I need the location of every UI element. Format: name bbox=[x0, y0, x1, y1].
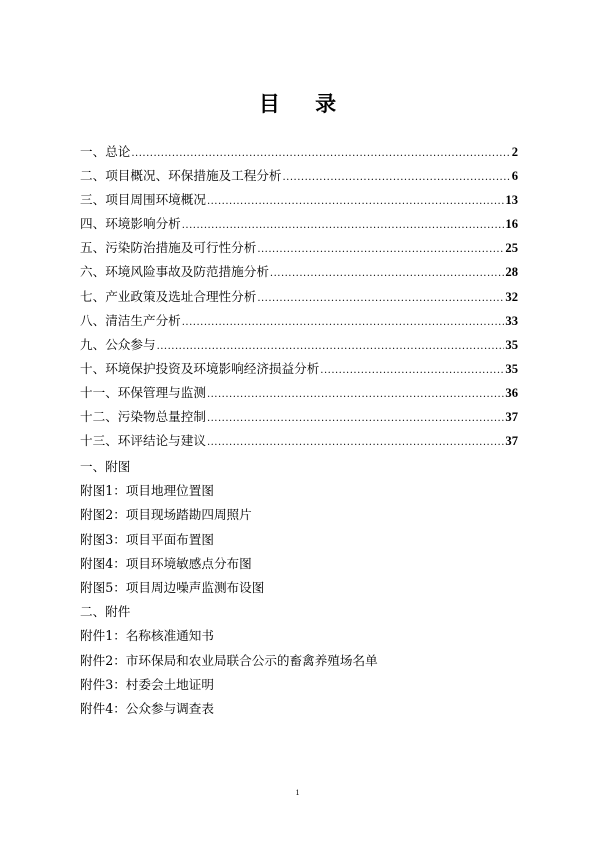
toc-entry-label: 六、环境风险事故及防范措施分析 bbox=[80, 264, 269, 280]
toc-entry-label: 二、项目概况、环保措施及工程分析 bbox=[80, 168, 282, 184]
attachment-item: 附件3：村委会土地证明 bbox=[80, 676, 214, 692]
toc-entry-page: 6 bbox=[511, 169, 518, 184]
toc-entry-label: 十二、污染物总量控制 bbox=[80, 409, 206, 425]
toc-entry-page: 37 bbox=[505, 410, 518, 425]
toc-entry[interactable] bbox=[80, 405, 518, 429]
toc-entry[interactable] bbox=[80, 357, 518, 381]
toc-entry[interactable] bbox=[80, 429, 518, 453]
figure-item: 附图5：项目周边噪声监测布设图 bbox=[80, 579, 265, 595]
toc-leader-dots bbox=[270, 262, 505, 286]
toc-leader-dots bbox=[182, 311, 505, 335]
table-of-contents bbox=[80, 140, 518, 453]
toc-entry-page: 36 bbox=[505, 385, 518, 400]
toc-entry[interactable] bbox=[80, 309, 518, 333]
toc-entry-page: 13 bbox=[505, 193, 518, 208]
page-number: 1 bbox=[295, 788, 300, 797]
toc-entry[interactable] bbox=[80, 236, 518, 260]
toc-leader-dots bbox=[131, 142, 510, 166]
toc-entry-label: 三、项目周围环境概况 bbox=[80, 192, 206, 208]
attachment-item: 附件2：市环保局和农业局联合公示的畜禽养殖场名单 bbox=[80, 652, 378, 668]
attachments-heading: 二、附件 bbox=[80, 604, 131, 620]
toc-entry-page: 16 bbox=[505, 217, 518, 232]
toc-entry-page: 2 bbox=[511, 145, 518, 159]
toc-entry-page: 28 bbox=[505, 265, 518, 280]
toc-entry-label: 四、环境影响分析 bbox=[80, 216, 181, 232]
toc-entry-page: 35 bbox=[505, 361, 518, 376]
toc-entry[interactable] bbox=[80, 381, 518, 405]
toc-entry[interactable] bbox=[80, 333, 518, 357]
toc-leader-dots bbox=[257, 287, 504, 311]
figure-item: 附图3：项目平面布置图 bbox=[80, 531, 214, 547]
toc-entry[interactable] bbox=[80, 212, 518, 236]
toc-entry-label: 五、污染防治措施及可行性分析 bbox=[80, 240, 257, 256]
attachment-item: 附件4：公众参与调查表 bbox=[80, 700, 214, 716]
toc-entry-label: 七、产业政策及选址合理性分析 bbox=[80, 288, 257, 304]
figure-item: 附图4：项目环境敏感点分布图 bbox=[80, 555, 252, 571]
toc-leader-dots bbox=[207, 407, 504, 431]
toc-leader-dots bbox=[320, 359, 504, 383]
toc-leader-dots bbox=[157, 335, 505, 359]
toc-entry-label: 十一、环保管理与监测 bbox=[80, 384, 206, 400]
toc-entry-page: 37 bbox=[505, 434, 518, 449]
toc-entry[interactable] bbox=[80, 164, 518, 188]
attachment-item: 附件1：名称核准通知书 bbox=[80, 628, 214, 644]
toc-entry[interactable] bbox=[80, 188, 518, 212]
toc-leader-dots bbox=[207, 383, 504, 407]
toc-entry-page: 33 bbox=[505, 313, 518, 328]
figure-item: 附图1：项目地理位置图 bbox=[80, 483, 214, 499]
figures-heading: 一、附图 bbox=[80, 459, 131, 474]
toc-entry-page: 35 bbox=[505, 337, 518, 352]
toc-leader-dots bbox=[257, 238, 504, 262]
appendix-list bbox=[80, 455, 518, 721]
toc-entry-label: 十三、环评结论与建议 bbox=[80, 433, 206, 449]
page-title: 目 录 bbox=[258, 92, 351, 116]
toc-entry-label: 九、公众参与 bbox=[80, 336, 156, 352]
toc-entry[interactable] bbox=[80, 140, 518, 164]
toc-leader-dots bbox=[182, 214, 505, 238]
toc-entry-label: 一、总论 bbox=[80, 144, 131, 159]
toc-entry[interactable] bbox=[80, 285, 518, 309]
toc-leader-dots bbox=[207, 431, 504, 455]
toc-entry-page: 32 bbox=[505, 289, 518, 304]
toc-leader-dots bbox=[207, 190, 504, 214]
toc-entry-page: 25 bbox=[505, 241, 518, 256]
toc-entry-label: 十、环境保护投资及环境影响经济损益分析 bbox=[80, 360, 320, 376]
toc-leader-dots bbox=[283, 166, 511, 190]
toc-entry-label: 八、清洁生产分析 bbox=[80, 312, 181, 328]
figure-item: 附图2：项目现场踏勘四周照片 bbox=[80, 507, 252, 523]
toc-entry[interactable] bbox=[80, 260, 518, 284]
